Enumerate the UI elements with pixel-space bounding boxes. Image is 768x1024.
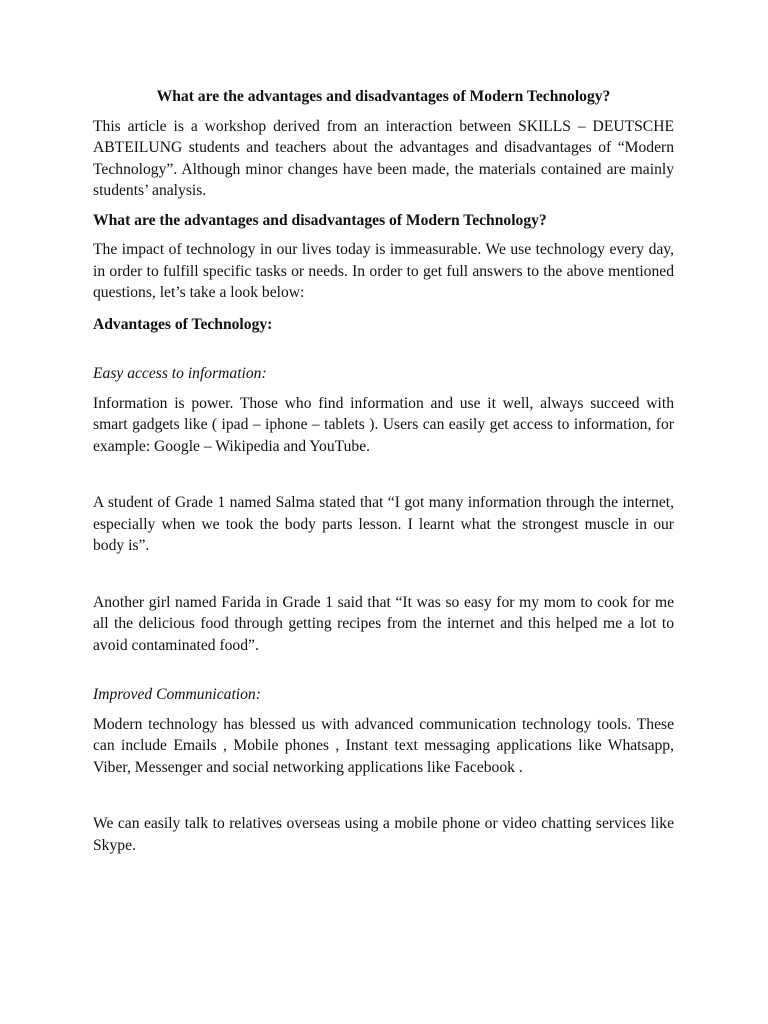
- salma-paragraph: A student of Grade 1 named Salma stated that “I got many information through the internet, especially when we took the body parts lesson. I learnt what the strongest muscle in our body is”.: [93, 494, 674, 554]
- farida-paragraph: Another girl named Farida in Grade 1 said that “It was so easy for my mom to cook for me all the delicious food through getting recipes from the internet and this helped me a lot to avoid contaminated food”.: [93, 593, 674, 654]
- intro-paragraph: This article is a workshop derived from an interaction between SKILLS – DEUTSCHE ABTEILUNG students and teachers about the advantages and disadvantages of “Modern Technology”. Although minor changes have been made, the materials contained are mainly students’ analysis.: [93, 117, 674, 199]
- relatives-paragraph: We can easily talk to relatives overseas using a mobile phone or video chatting services like Skype.: [93, 815, 674, 854]
- easy-access-heading: Easy access to information:: [93, 365, 267, 382]
- communication-paragraph: Modern technology has blessed us with advanced communication technology tools. These can include Emails , Mobile phones , Instant text messaging applications like Whatsapp, Viber, Messenger and social networking applications like Facebook .: [93, 715, 674, 776]
- question-heading: What are the advantages and disadvantages of Modern Technology?: [93, 211, 547, 229]
- impact-paragraph: The impact of technology in our lives today is immeasurable. We use technology every day, in order to fulfill specific tasks or needs. In order to get full answers to the above mentioned questions, let’s take a look below:: [93, 241, 674, 301]
- document-title: What are the advantages and disadvantages of Modern Technology?: [156, 88, 611, 105]
- information-paragraph: Information is power. Those who find information and use it well, always succeed with smart gadgets like ( ipad – iphone – tablets ). Users can easily get access to information, for example: Google – Wikipedia and YouTube.: [93, 394, 674, 455]
- advantages-heading: Advantages of Technology:: [93, 315, 273, 333]
- document-content: [93, 86, 674, 856]
- communication-heading: Improved Communication:: [93, 686, 261, 703]
